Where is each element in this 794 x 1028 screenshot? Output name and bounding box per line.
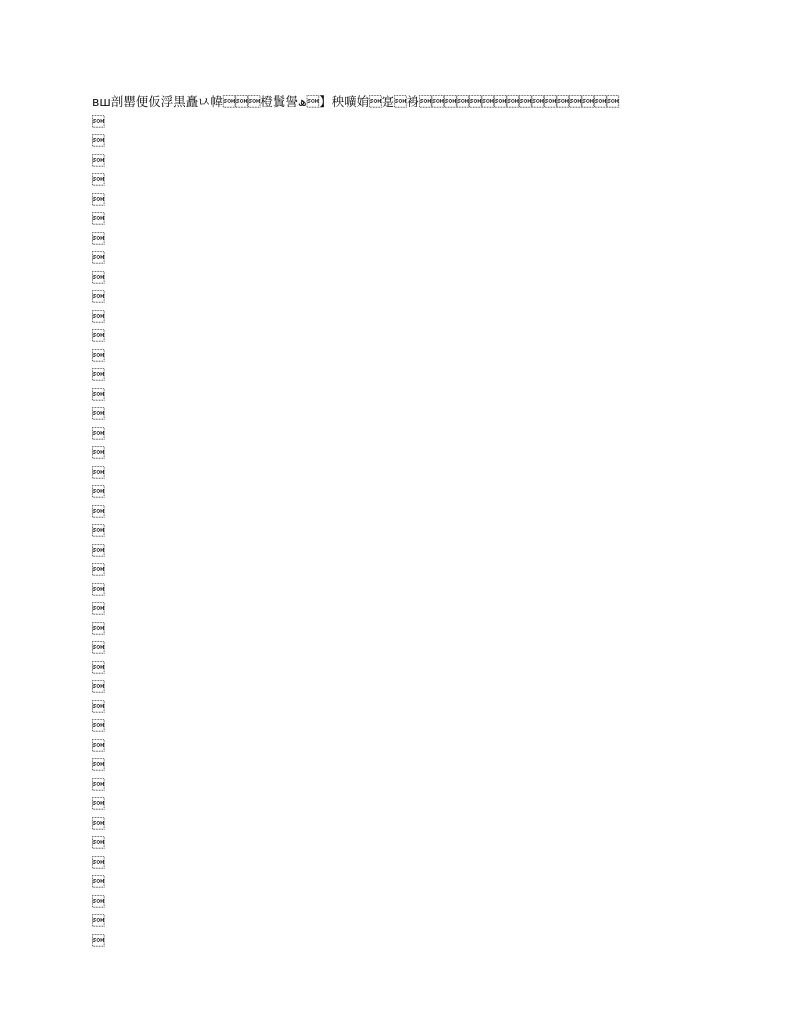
garbled-text-body [92, 92, 704, 972]
text-line:  [92, 640, 105, 655]
text-line:  [92, 464, 105, 480]
text-line:  [92, 913, 105, 928]
text-line:  [92, 347, 105, 363]
text-line:  [92, 718, 105, 733]
text-line:  [92, 172, 105, 187]
text-line:  [92, 152, 105, 168]
text-line:  [92, 113, 105, 129]
text-line:  [92, 386, 105, 402]
text-line:  [92, 406, 105, 421]
text-line:  [92, 815, 105, 831]
text-line:  [92, 523, 105, 538]
text-line:  [92, 308, 105, 324]
text-line:  [92, 776, 105, 792]
text-line:  [92, 211, 105, 226]
text-line:  [92, 659, 105, 675]
text-line:  [92, 191, 105, 207]
text-line:  [92, 757, 105, 772]
text-line:  [92, 289, 105, 304]
text-line:  [92, 425, 105, 441]
text-line:  [92, 250, 105, 265]
text-line:  [92, 230, 105, 246]
text-line:  [92, 503, 105, 519]
text-line:  [92, 133, 105, 148]
text-line:  [92, 620, 105, 636]
text-line:  [92, 932, 105, 948]
text-line:  [92, 601, 105, 616]
text-line:  [92, 562, 105, 577]
text-line:  [92, 581, 105, 597]
text-line:  [92, 854, 105, 870]
text-line:  [92, 484, 105, 499]
text-line:  [92, 796, 105, 811]
text-line:  [92, 445, 105, 460]
text-line:  [92, 269, 105, 285]
text-line: вш剖罌便仮浮黒矗ㅧ幃橙鬒諐ھ】秧嚝姢寔裑 [92, 94, 620, 109]
text-line:  [92, 737, 105, 753]
text-line:  [92, 367, 105, 382]
text-line:  [92, 874, 105, 889]
text-line:  [92, 893, 105, 909]
text-line:  [92, 835, 105, 850]
text-line:  [92, 542, 105, 558]
text-line:  [92, 679, 105, 694]
text-line:  [92, 698, 105, 714]
text-line:  [92, 328, 105, 343]
